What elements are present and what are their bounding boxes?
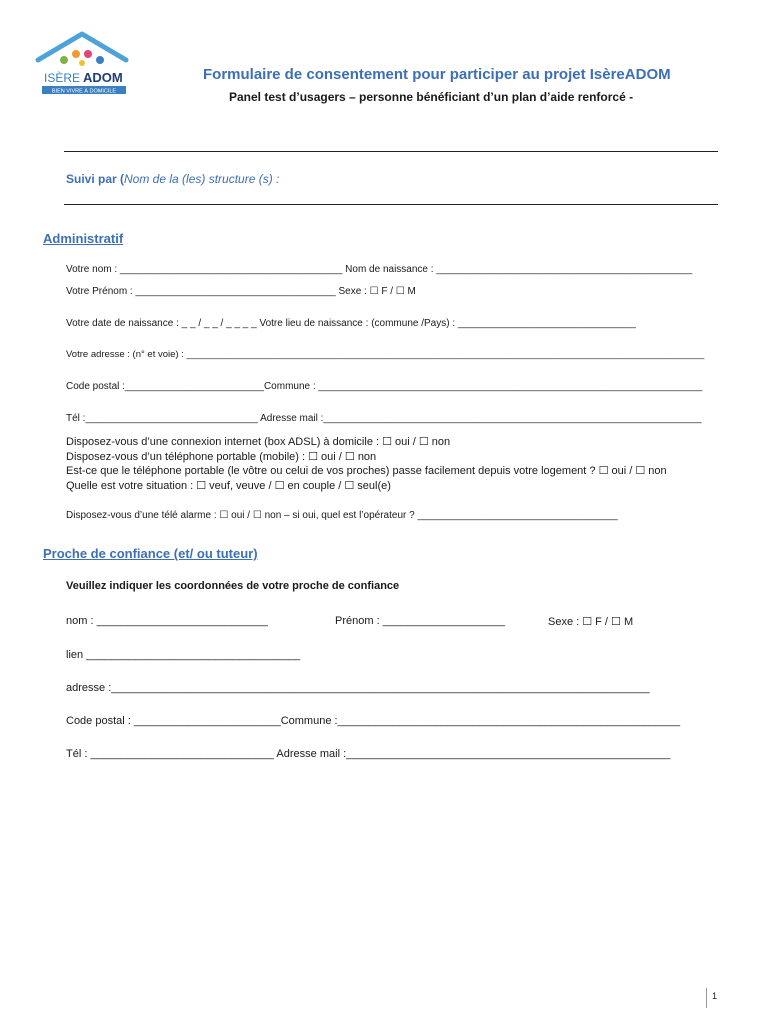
question-situation[interactable]: Quelle est votre situation : ☐ veuf, veuve / ☐ en couple / ☐ seul(e) [66, 480, 391, 492]
proche-tel-mail[interactable]: Tél : ______________________________ Adresse mail :_____________________________________________________ [66, 748, 671, 760]
proche-prenom[interactable]: Prénom : ____________________ [335, 615, 506, 627]
field-adresse[interactable]: Votre adresse : (n° et voie) : __________________________________________________________________________________________________ [66, 349, 705, 360]
field-code-postal-commune[interactable]: Code postal :_________________________Commune : _____________________________________________________________________ [66, 381, 703, 392]
proche-adresse[interactable]: adresse :________________________________________________________________________________________ [66, 682, 650, 694]
form-subtitle: Panel test d’usagers – personne bénéficiant d’un plan d’aide renforcé - [229, 90, 634, 104]
field-prenom-sexe[interactable]: Votre Prénom : ____________________________________ Sexe : ☐ F / ☐ M [66, 286, 416, 297]
suivi-structure-hint: Nom de la (les) structure (s) : [124, 172, 280, 186]
suivi-label: Suivi par ( [66, 172, 125, 186]
isereadom-logo [30, 30, 134, 98]
page-number-bar [706, 988, 707, 1008]
section-proche-confiance: Proche de confiance (et/ ou tuteur) [43, 546, 258, 561]
divider-bottom [64, 204, 718, 205]
question-reseau[interactable]: Est-ce que le téléphone portable (le vôtre ou celui de vos proches) passe facilement depuis votre logement ? ☐ oui / ☐ non [66, 465, 667, 477]
question-mobile[interactable]: Disposez-vous d’un téléphone portable (mobile) : ☐ oui / ☐ non [66, 451, 377, 463]
section-administratif: Administratif [43, 231, 124, 246]
logo-brand-right: ADOM [83, 70, 123, 85]
page-number: 1 [712, 991, 718, 1001]
proche-code-postal-commune[interactable]: Code postal : ________________________Commune :________________________________________________________ [66, 715, 681, 727]
logo-tagline: BIEN VIVRE À DOMICILE [51, 88, 117, 95]
field-tel-mail[interactable]: Tél :_______________________________ Adresse mail :____________________________________________________________________ [66, 413, 702, 424]
field-date-lieu-naissance[interactable]: Votre date de naissance : _ _ / _ _ / _ _ _ _ Votre lieu de naissance : (commune /Pays) : ________________________________ [66, 318, 636, 329]
question-internet[interactable]: Disposez-vous d’une connexion internet (box ADSL) à domicile : ☐ oui / ☐ non [66, 436, 451, 448]
proche-instruction: Veuillez indiquer les coordonnées de votre proche de confiance [66, 580, 400, 592]
question-tele-alarme[interactable]: Disposez-vous d’une télé alarme : ☐ oui / ☐ non – si oui, quel est l’opérateur ? ____________________________________ [66, 510, 618, 521]
field-nom-naissance[interactable]: Votre nom : ________________________________________ Nom de naissance : ______________________________________________ [66, 264, 693, 275]
divider-top [64, 151, 718, 152]
proche-sexe[interactable]: Sexe : ☐ F / ☐ M [548, 616, 634, 628]
proche-lien[interactable]: lien ___________________________________ [66, 649, 301, 661]
logo-brand-left: ISÈRE [44, 71, 81, 85]
suivi-par [66, 172, 279, 186]
proche-nom[interactable]: nom : ____________________________ [66, 615, 268, 627]
form-title: Formulaire de consentement pour participer au projet IsèreADOM [203, 66, 671, 83]
